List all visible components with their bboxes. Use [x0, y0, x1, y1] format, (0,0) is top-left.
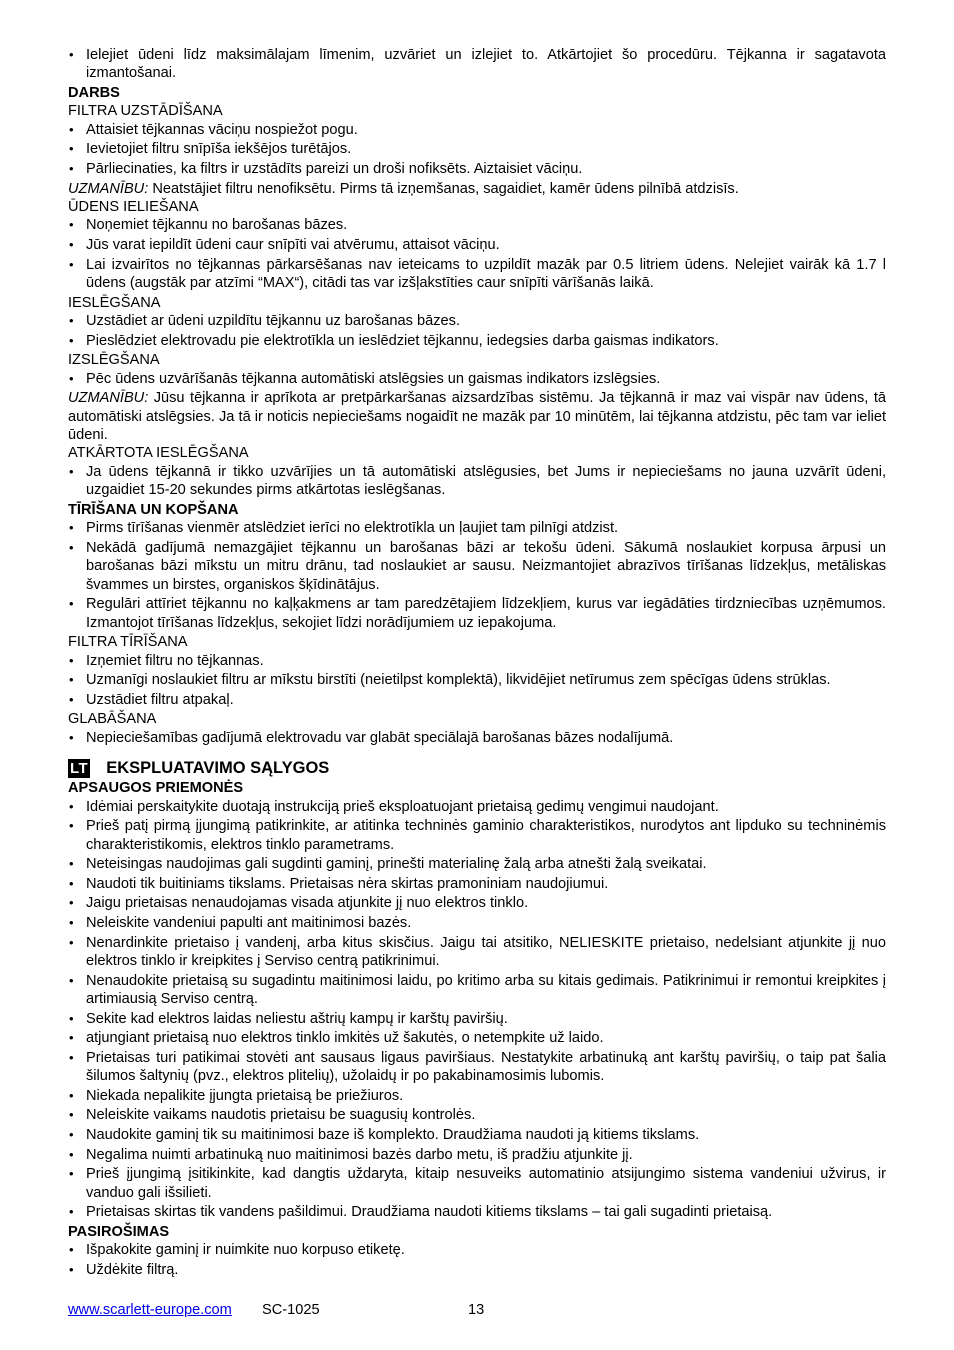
subheading-izslegsana: IZSLĒGŠANA [68, 352, 160, 369]
list-item: • Sekite kad elektros laidas neliestu aštrių kampų ir karštų paviršių. [68, 1010, 886, 1028]
lt-section-header [68, 757, 886, 779]
section-heading-apsaugos: APSAUGOS PRIEMONĖS [68, 780, 244, 797]
tirisana-list [68, 519, 886, 632]
list-item: • Lai izvairītos no tējkannas pārkarsēšanas nav ieteicams to uzpildīt mazāk par 0.5 litriem ūdens. Nelejiet vairāk kā 1.7 l ūdens (augstāk par atzīmi “MAX“), citādi tas var izšļakstīties caur snīpīti vārīšanās laikā. [68, 256, 886, 293]
lv-intro-list [68, 46, 886, 83]
subheading-filtra-tirisana: FILTRA TĪRĪŠANA [68, 634, 188, 651]
warning-label: UZMANĪBU: [68, 390, 149, 407]
list-item: • Nenaudokite prietaisą su sugadintu maitinimosi laidu, po kritimo arba su kitais gedimais. Patikrinimui ir remontui kreipkites į artimiausią Serviso centrą. [68, 972, 886, 1009]
warning-label: UZMANĪBU: [68, 180, 149, 197]
list-item: • Jūs varat iepildīt ūdeni caur snīpīti vai atvērumu, attaisot vāciņu. [68, 236, 886, 254]
list-item: • Nepieciešamības gadījumā elektrovadu var glabāt speciālajā barošanas bāzes nodalījumā. [68, 729, 886, 747]
list-item: • Naudokite gaminį tik su maitinimosi baze iš komplekto. Draudžiama naudoti ją kitiems tikslams. [68, 1126, 886, 1144]
glabasana-list [68, 729, 886, 747]
list-item: • Pārliecinaties, ka filtrs ir uzstādīts pareizi un droši nofiksēts. Aiztaisiet vāciņu. [68, 160, 886, 178]
list-item: • Išpakokite gaminį ir nuimkite nuo korpuso etiketę. [68, 1241, 886, 1259]
subheading-udens-ieliesana: ŪDENS IELIEŠANA [68, 199, 199, 215]
list-item: • Pirms tīrīšanas vienmēr atslēdziet ierīci no elektrotīkla un ļaujiet tam pilnīgi atdzist. [68, 519, 886, 537]
model-number: SC-1025 [262, 1302, 320, 1318]
udens-list [68, 216, 886, 292]
list-item: • Neleiskite vaikams naudotis prietaisu be suagusių kontrolės. [68, 1106, 886, 1124]
list-item: • Uzmanīgi noslaukiet filtru ar mīkstu birstīti (neietilpst komplektā), likvidējiet netīrumus zem spēcīgas ūdens strūklas. [68, 671, 886, 689]
filtra-list [68, 121, 886, 179]
list-item: • Idėmiai perskaitykite duotają instrukciją prieš eksploatuojant prietaisą gedimų vengimui naudojant. [68, 798, 886, 816]
list-item: • atjungiant prietaisą nuo elektros tinklo imkitės už šakutės, o netempkite už laido. [68, 1029, 886, 1047]
list-item: • Uzstādiet ar ūdeni uzpildītu tējkannu uz barošanas bāzes. [68, 312, 886, 330]
subheading-glabasana: GLABĀŠANA [68, 711, 157, 728]
list-item: • Prieš patį pirmą įjungimą patikrinkite, ar atitinka techninės gaminio charakteristikos, nurodytos ant lipduko su techninėmis charakteristikomis, elektros tinklo parametrams. [68, 817, 886, 854]
list-item: • Prietaisas turi patikimai stovėti ant sausaus ligaus paviršiaus. Nestatykite arbatinuką ant karštų paviršių, o taip pat šalia šilumos šaltynių (pvz., elektros plitelių), užolaidų ir po pakabinamosimis lubomis. [68, 1049, 886, 1086]
manual-page [68, 46, 886, 1280]
section-heading-tirisana: TĪRĪŠANA UN KOPŠANA [68, 501, 239, 518]
apsaugos-list [68, 798, 886, 1222]
list-item: • Uždėkite filtrą. [68, 1261, 886, 1279]
subheading-ieslegsana: IESLĒGŠANA [68, 294, 161, 311]
lt-language-badge: LT [70, 759, 89, 777]
list-item: • Naudoti tik buitiniams tikslams. Prietaisas nėra skirtas pramoniniam naudojiumui. [68, 875, 886, 893]
list-item: • Prietaisas skirtas tik vandens pašildimui. Draudžiama naudoti kitiems tikslams – tai gali sugadinti prietaisą. [68, 1203, 886, 1221]
subheading-atkartota-ieslegsana: ATKĀRTOTA IESLĒGŠANA [68, 445, 249, 462]
list-item: • Pēc ūdens uzvārīšanās tējkanna automātiski atslēgsies un gaismas indikators izslēgsies. [68, 370, 886, 388]
page-number: 13 [468, 1302, 485, 1318]
ieslegsana-list [68, 312, 886, 350]
list-item: • Attaisiet tējkannas vāciņu nospiežot pogu. [68, 121, 886, 139]
list-item: • Ja ūdens tējkannā ir tikko uzvārījies un tā automātiski atslēgusies, bet Jums ir nepieciešams no jauna uzvārīt ūdeni, uzgaidiet 15-20 sekundes pirms atkārtotas ieslēgšanas. [68, 463, 886, 500]
list-item: • Uzstādiet filtru atpakaļ. [68, 691, 886, 709]
section-heading-pasirosimas: PASIROŠIMAS [68, 1223, 170, 1240]
page-footer [68, 1302, 886, 1322]
izslegsana-warning [68, 389, 886, 444]
list-item: • Jaigu prietaisas nenaudojamas visada atjunkite jį nuo elektros tinklo. [68, 894, 886, 912]
list-item: • Ielejiet ūdeni līdz maksimālajam līmenim, uzvāriet un izlejiet to. Atkārtojiet šo procedūru. Tējkanna ir sagatavota izmantošanai. [68, 46, 886, 83]
list-item: • Negalima nuimti arbatinuką nuo maitinimosi bazės darbo metu, iš pradžiu atjunkite jį. [68, 1146, 886, 1164]
section-heading-darbs: DARBS [68, 85, 120, 101]
list-item: • Neleiskite vandeniui papulti ant maitinimosi bazės. [68, 914, 886, 932]
list-item: • Regulāri attīriet tējkannu no kaļķakmens ar tam paredzētajiem līdzekļiem, kurus var iegādāties tirdzniecības uzņēmumos. Izmantojot tīrīšanas līdzekļus, sekojiet līdzi norādījumiem uz iepakojuma. [68, 595, 886, 632]
list-item: • Noņemiet tējkannu no barošanas bāzes. [68, 216, 886, 234]
website-link[interactable]: www.scarlett-europe.com [68, 1302, 232, 1318]
filtra-warning [68, 180, 886, 198]
list-item: • Niekada nepalikite įjungta prietaisą be priežiuros. [68, 1087, 886, 1105]
izslegsana-list [68, 370, 886, 388]
list-item: • Izņemiet filtru no tējkannas. [68, 652, 886, 670]
warning-text: Neatstājiet filtru nenofiksētu. Pirms tā izņemšanas, sagaidiet, kamēr ūdens pilnībā atdzisīs. [148, 180, 739, 197]
subheading-filtra-uzstadisana: FILTRA UZSTĀDĪŠANA [68, 103, 223, 120]
lt-section-title: EKSPLUATAVIMO SĄLYGOS [106, 759, 330, 778]
list-item: • Pieslēdziet elektrovadu pie elektrotīkla un ieslēdziet tējkannu, iedegsies darba gaismas indikators. [68, 332, 886, 350]
list-item: • Ievietojiet filtru snīpīša iekšējos turētājos. [68, 140, 886, 158]
filtra-tirisana-list [68, 652, 886, 710]
list-item: • Nekādā gadījumā nemazgājiet tējkannu un barošanas bāzi ar tekošu ūdeni. Sākumā noslaukiet korpusa ārpusi un barošanas bāzi mīkstu un mitru drānu, tad noslaukiet ar sausu. Neizmantojiet abrazīvos tīrīšanas līdzekļus, metāliskas švammes un birstes, organiskos šķīdinātājus. [68, 539, 886, 594]
list-item: • Neteisingas naudojimas gali sugdinti gaminį, prinešti materialinę žalą arba atnešti žalą sveikatai. [68, 855, 886, 873]
atkartota-list [68, 463, 886, 500]
pasirosimas-list [68, 1241, 886, 1279]
list-item: • Prieš įjungimą įsitikinkite, kad dangtis uždaryta, kitaip nesuveiks automatinio atsijungimo sistema vandeniui užvirus, ir vanduo gali išsilieti. [68, 1165, 886, 1202]
warning-text: Jūsu tējkanna ir aprīkota ar pretpārkaršanas aizsardzības sistēmu. Ja tējkannā ir maz vai vispār nav ūdens, tā automātiski atslēgsies. Ja tā ir noticis nepieciešams nogaidīt ne mazāk par 10 minūtēm, lai tējkanna atdzistu, pēc tam var ieliet ūdeni. [68, 390, 886, 443]
list-item: • Nenardinkite prietaiso į vandenį, arba kitus skisčius. Jaigu tai atsitiko, NELIESKITE prietaiso, nedelsiant atjunkite jį nuo elektros tinklo ir kreipkites į Serviso centrą patikrinimui. [68, 934, 886, 971]
